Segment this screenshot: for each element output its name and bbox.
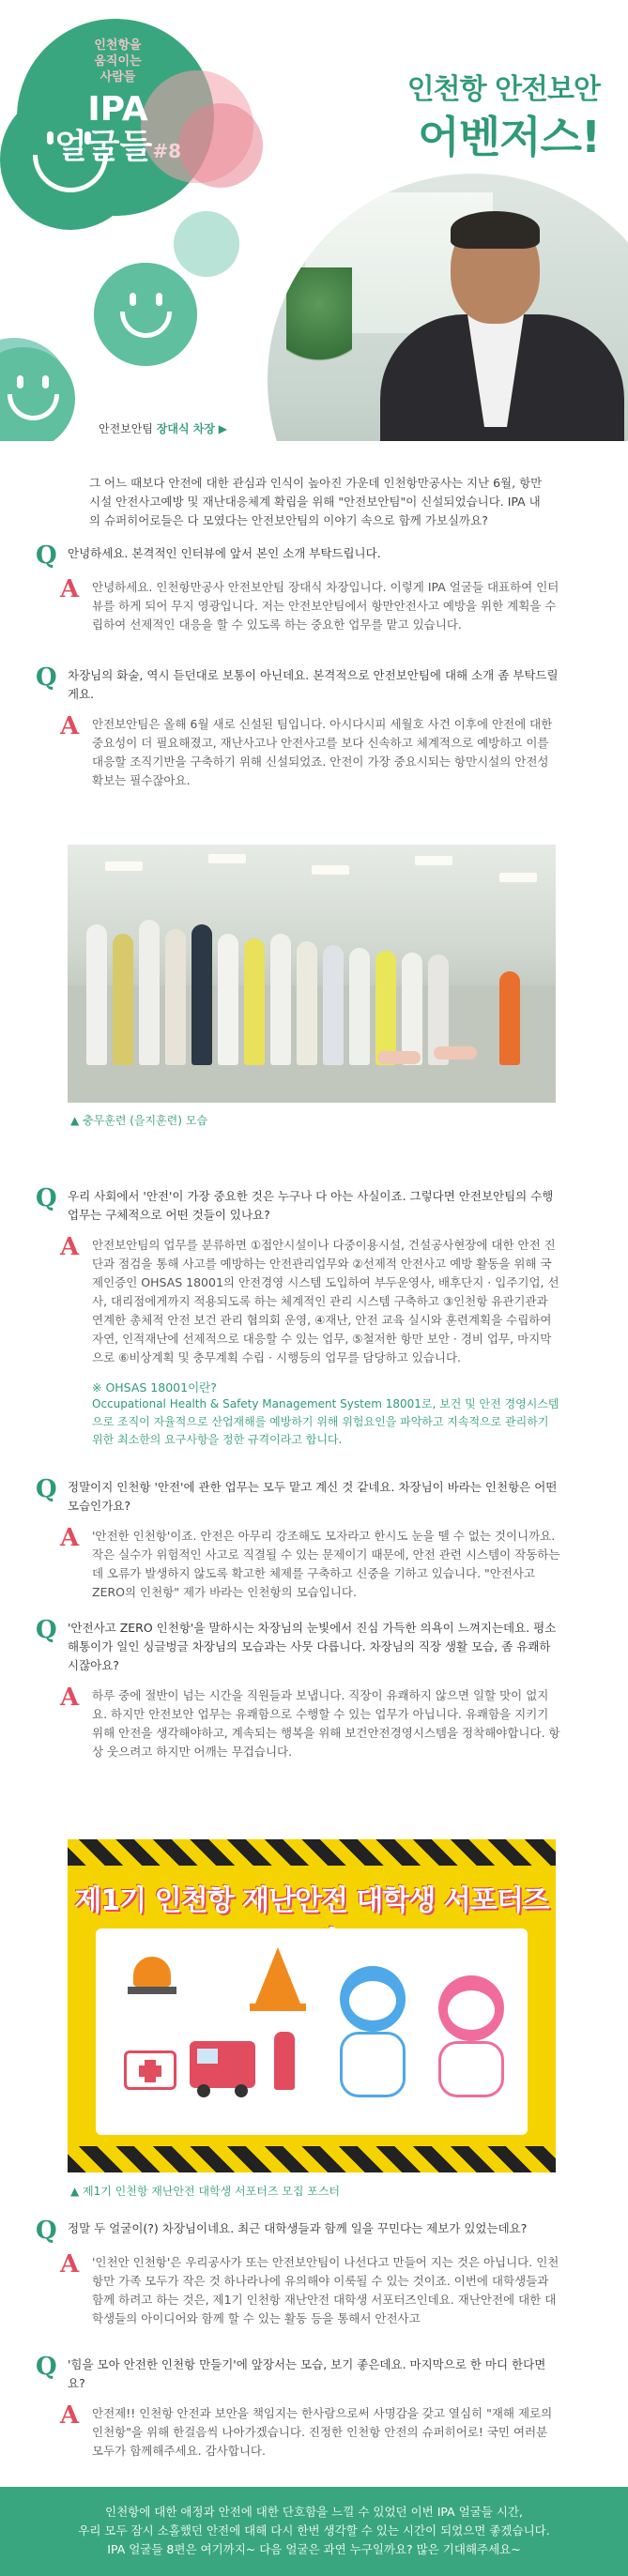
note-title: ※ OHSAS 18001이란? [92,1380,217,1395]
question-icon: Q [36,2353,57,2381]
answer-text: 하루 중에 절반이 넘는 시간을 직원들과 보냅니다. 직장이 유쾌하지 않으면 일할 맛이 없지요. 하지만 안전보안 업무는 유쾌함으로 수행할 수 있는 업무가 아닙니다. 유쾌함을 지키기 위해 안전을 생각해야하고, 계속되는 행복을 위해 보건안전경영시스템을 정착해야합니다. 항상 웃으려고 하지만 어깨는 무겁습니다. [92,1688,560,1759]
closing-banner [0,2487,628,2576]
qa-block [36,1184,561,1449]
question-icon: Q [36,1184,57,1212]
question-text: 안녕하세요. 본격적인 인터뷰에 앞서 본인 소개 부탁드립니다. [68,546,381,560]
answer-icon: A [60,2401,80,2430]
page-title: 어벤저스! [418,112,600,162]
answer-icon: A [60,1233,80,1261]
poster-title: 제1기 인천항 재난안전 대학생 서포터즈 [74,1884,549,1917]
series-title-line: IPA [87,90,148,129]
series-title-line [45,129,191,170]
supporters-poster [68,1839,556,2172]
question-text: '안전사고 ZERO 인천항'을 말하시는 차장님의 눈빛에서 진심 가득한 의욕이 느껴지는데요. 평소 해통이가 일인 싱글벙글 차장님의 모습과는 사뭇 다릅니다. 차장님의 직장 생활 모습, 좀 유쾌하시잖아요? [68,1621,557,1672]
question-icon: Q [36,541,57,570]
series-title [45,91,191,170]
answer-icon: A [60,712,80,740]
series-number: #8 [152,140,181,162]
intro-paragraph: 그 어느 때보다 안전에 대한 관심과 인식이 높아진 가운데 인천항만공사는 지난 6월, 항만시설 안전사고예방 및 재난대응체계 확립을 위해 "안전보안팀"이 신설되었습니다. IPA 내의 슈퍼히어로들은 다 모였다는 안전보안팀의 이야기 속으로 함께 가보실까요? [89,476,543,527]
training-photo [68,845,556,1103]
answer-text: 안전보안팀의 업무를 분류하면 ①접안시설이나 다중이용시설, 건설공사현장에 대한 안전 진단과 점검을 통해 사고를 예방하는 안전관리업무와 ②선제적 안전사고 예방 활동을 위해 국제인증인 OHSAS 18001의 안전경영 시스템 도입하여 부두운영사, 배후단지 · 입주기업, 선사, 대리점에게까지 적용되도록 하는 체계적인 관리 시스템 구축하고 ③인천항 유관기관과 연계한 총체적 안전 보건 관리 협의회 운영, ④재난, 안전 교육 실시와 훈련계획을 수립하여 자연, 인적재난에 선제적으로 대응할 수 있는 업무, ⑤철저한 항만 보안 · 경비 업무, 마지막으로 ⑥비상계획 및 충무계획 수립 · 시행등의 업무를 담당하고 있습니다. [92,1238,559,1364]
qa-block [36,663,561,790]
qa-block [36,541,561,634]
qa-block [36,2355,561,2461]
caption-department: 안전보안팀 [99,422,153,435]
answer-text: '인천안 인천항'은 우리공사가 또는 안전보안팀이 나선다고 만들어 지는 것은 아닙니다. 인천항만 가족 모두가 작은 것 하나라나에 유의해야 이룩될 수 있는 것이죠. 이번에 대학생들과 함께 하려고 하는 것은, 제1기 인천항 재난안전 대학생 서포터즈인데요. 재난안전에 대한 대학생들의 아이디어와 함께 할 수 있는 활동 등을 통해서 안전사고 [92,2255,559,2325]
series-title-text: 얼굴들 [54,128,153,166]
page-subtitle: 인천항 안전보안 [406,73,600,106]
answer-text: 안전제!! 인천항 안전과 보안을 책임지는 한사람으로써 사명감을 갖고 열심히 "재해 제로의 인천항"을 위해 한걸음씩 나아가겠습니다. 진정한 인천항 안전의 슈퍼히어로! 국민 여러분 모두가 함께해주세요. 감사합니다. [92,2406,553,2458]
question-icon: Q [36,1616,57,1644]
hero-banner [0,0,628,441]
caption-arrow-icon: ▶ [218,422,227,435]
answer-icon: A [60,1524,80,1552]
question-icon: Q [36,663,57,692]
photo-caption: ▲ 충무훈련 (을지훈련) 모습 [70,1114,207,1127]
answer-text: '안전한 인천항'이죠. 안전은 아무리 강조해도 모자라고 한시도 눈을 뗄 수 없는 것이니까요. 작은 실수가 위험적인 사고로 직결될 수 있는 문제이기 때문에, 안전 관련 시스템이 작동하는데 오류가 발생하지 않도록 확고한 체제를 구축하고 신중을 기하고 있습니다. "안전사고 ZERO의 인천항" 제가 바라는 인천항의 모습입니다. [92,1529,560,1599]
qa-block [36,1616,561,1761]
closing-line: 인천항에 대한 애정과 안전에 대한 단호함을 느낄 수 있었던 이번 IPA 얼굴들 시간, [105,2505,523,2519]
question-icon: Q [36,2217,57,2245]
caption-name: 장대식 차장 [156,422,215,435]
answer-text: 안전보안팀은 올해 6월 새로 신설된 팀입니다. 아시다시피 세월호 사건 이후에 안전에 대한 중요성이 더 필요해졌고, 재난사고나 안전사고를 보다 신속하고 체계적으로 예방하고 이를 대응할 조직기반을 구축하기 위해 신설되었죠. 안전이 가장 중요시되는 항만시설의 안전성 확보는 필수잖아요. [92,717,553,787]
qa-block [36,2219,561,2328]
note-text: Occupational Health & Safety Management System 18001로, 보건 및 안전 경영시스템으로 조직이 자율적으로 산업재해를 예방하기 위해 위험요인을 파악하고 지속적으로 관리하기 위한 최소한의 요구사항을 정한 규격이라고 합니다. [92,1397,559,1446]
qa-block [36,1475,561,1602]
question-icon: Q [36,1475,57,1503]
question-text: 정말 두 얼굴이(?) 차장님이네요. 최근 대학생들과 함께 일을 꾸민다는 제보가 있었는데요? [68,2221,528,2235]
answer-body [92,1236,561,1449]
series-tagline: 사람들 [100,70,136,84]
decor-circle [178,103,263,188]
closing-line: IPA 얼굴들 8편은 여기까지~ 다음 얼굴은 과연 누구일까요? 많은 기대해주세요~ [107,2542,521,2556]
answer-text: 안녕하세요. 인천항만공사 안전보안팀 장대식 차장입니다. 이렇게 IPA 얼굴들 대표하여 인터뷰를 하게 되어 무지 영광입니다. 저는 안전보안팀에서 항만안전사고 예방을 위한 계획을 수립하여 선제적인 대응을 할 수 있도록 하는 중요한 업무를 맡고 있습니다. [92,580,559,632]
question-text: 우리 사회에서 '안전'이 가장 중요한 것은 누구나 다 아는 사실이죠. 그렇다면 안전보안팀의 수행 업무는 구체적으로 어떤 것들이 있나요? [68,1189,554,1222]
decor-circle [174,211,239,277]
smiley-icon [0,347,75,441]
smiley-icon [94,263,197,366]
answer-icon: A [60,2250,80,2279]
closing-line: 우리 모두 잠시 소홀했던 안전에 대해 다시 한번 생각할 수 있는 시간이 되었으면 좋겠습니다. [78,2523,550,2538]
series-tagline: 인천항을 [94,38,142,53]
answer-icon: A [60,1684,80,1712]
series-badge [45,38,191,170]
interviewee-caption [99,420,227,436]
answer-icon: A [60,575,80,603]
poster-caption: ▲ 제1기 인천항 재난안전 대학생 서포터즈 모집 포스터 [70,2185,340,2198]
question-text: '힘을 모아 안전한 인천항 만들기'에 앞장서는 모습, 보기 좋은데요. 마지막으로 한 마디 한다면요? [68,2357,546,2390]
poster-illustration [96,1928,528,2135]
question-text: 차장님의 화술, 역시 듣던대로 보통이 아닌데요. 본격적으로 안전보안팀에 대해 소개 좀 부탁드릴게요. [68,668,559,701]
question-text: 정말이지 인천항 '안전'에 관한 업무는 모두 맡고 계신 것 같네요. 차장님이 바라는 인천항은 어떤 모습인가요? [68,1480,558,1513]
interviewee-photo [268,174,628,441]
series-tagline: 움직이는 [94,54,142,69]
